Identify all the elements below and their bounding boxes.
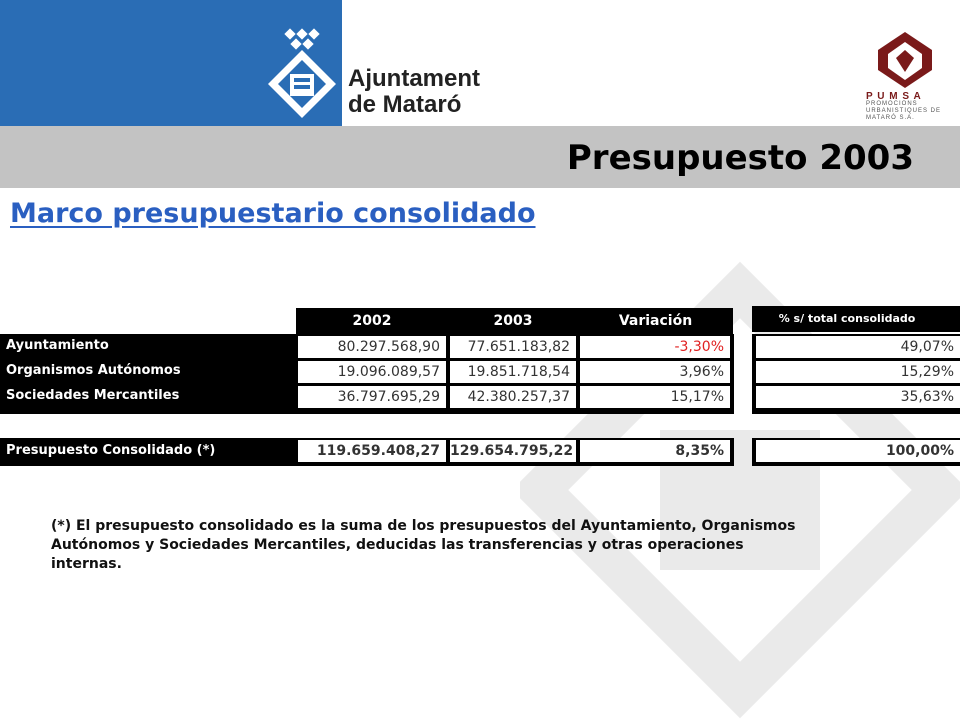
cell-variacion: 15,17%: [580, 386, 730, 409]
cell-2003: 77.651.183,82: [450, 336, 576, 359]
total-2003: 129.654.795,22: [450, 440, 576, 463]
cell-pct: 15,29%: [756, 361, 960, 384]
total-2002: 119.659.408,27: [298, 440, 446, 463]
ajuntament-logo-icon: [262, 28, 342, 124]
pumsa-logo-icon: [866, 30, 944, 90]
cell-2002: 36.797.695,29: [298, 386, 446, 409]
logo-line-2: de Mataró: [348, 91, 462, 118]
row-label-sociedades: Sociedades Mercantiles: [0, 385, 296, 407]
page-title: Presupuesto 2003: [566, 138, 914, 178]
header-pct: % s/ total consolidado: [752, 308, 942, 330]
cell-2003: 42.380.257,37: [450, 386, 576, 409]
cell-2002: 80.297.568,90: [298, 336, 446, 359]
total-variacion: 8,35%: [580, 440, 730, 463]
cell-2002: 19.096.089,57: [298, 361, 446, 384]
logo-line-1: Ajuntament: [348, 65, 480, 92]
row-label-organismos: Organismos Autónomos: [0, 360, 296, 382]
pumsa-subtitle: PROMOCIONS URBANISTIQUES DE MATARÓ S.A.: [866, 101, 942, 121]
row-label-ayuntamiento: Ayuntamiento: [0, 335, 296, 357]
section-subtitle: Marco presupuestario consolidado: [10, 198, 536, 229]
total-pct: 100,00%: [756, 440, 960, 463]
header-variacion: Variación: [578, 310, 733, 332]
pumsa-text: [866, 92, 944, 122]
footnote: (*) El presupuesto consolidado es la suma de los presupuestos del Ayuntamiento, Organismos Autónomos y Sociedades Mercantiles, deducidas las transferencias y otras operaciones internas.: [51, 518, 796, 572]
cell-2003: 19.851.718,54: [450, 361, 576, 384]
cell-variacion: -3,30%: [580, 336, 730, 359]
pumsa-brand: P U M S A: [866, 91, 922, 102]
cell-variacion: 3,96%: [580, 361, 730, 384]
ajuntament-logo-text: [348, 66, 480, 118]
row-label-total: Presupuesto Consolidado (*): [0, 440, 296, 462]
cell-pct: 49,07%: [756, 336, 960, 359]
header-2002: 2002: [296, 310, 448, 332]
header-2003: 2003: [448, 310, 578, 332]
cell-pct: 35,63%: [756, 386, 960, 409]
